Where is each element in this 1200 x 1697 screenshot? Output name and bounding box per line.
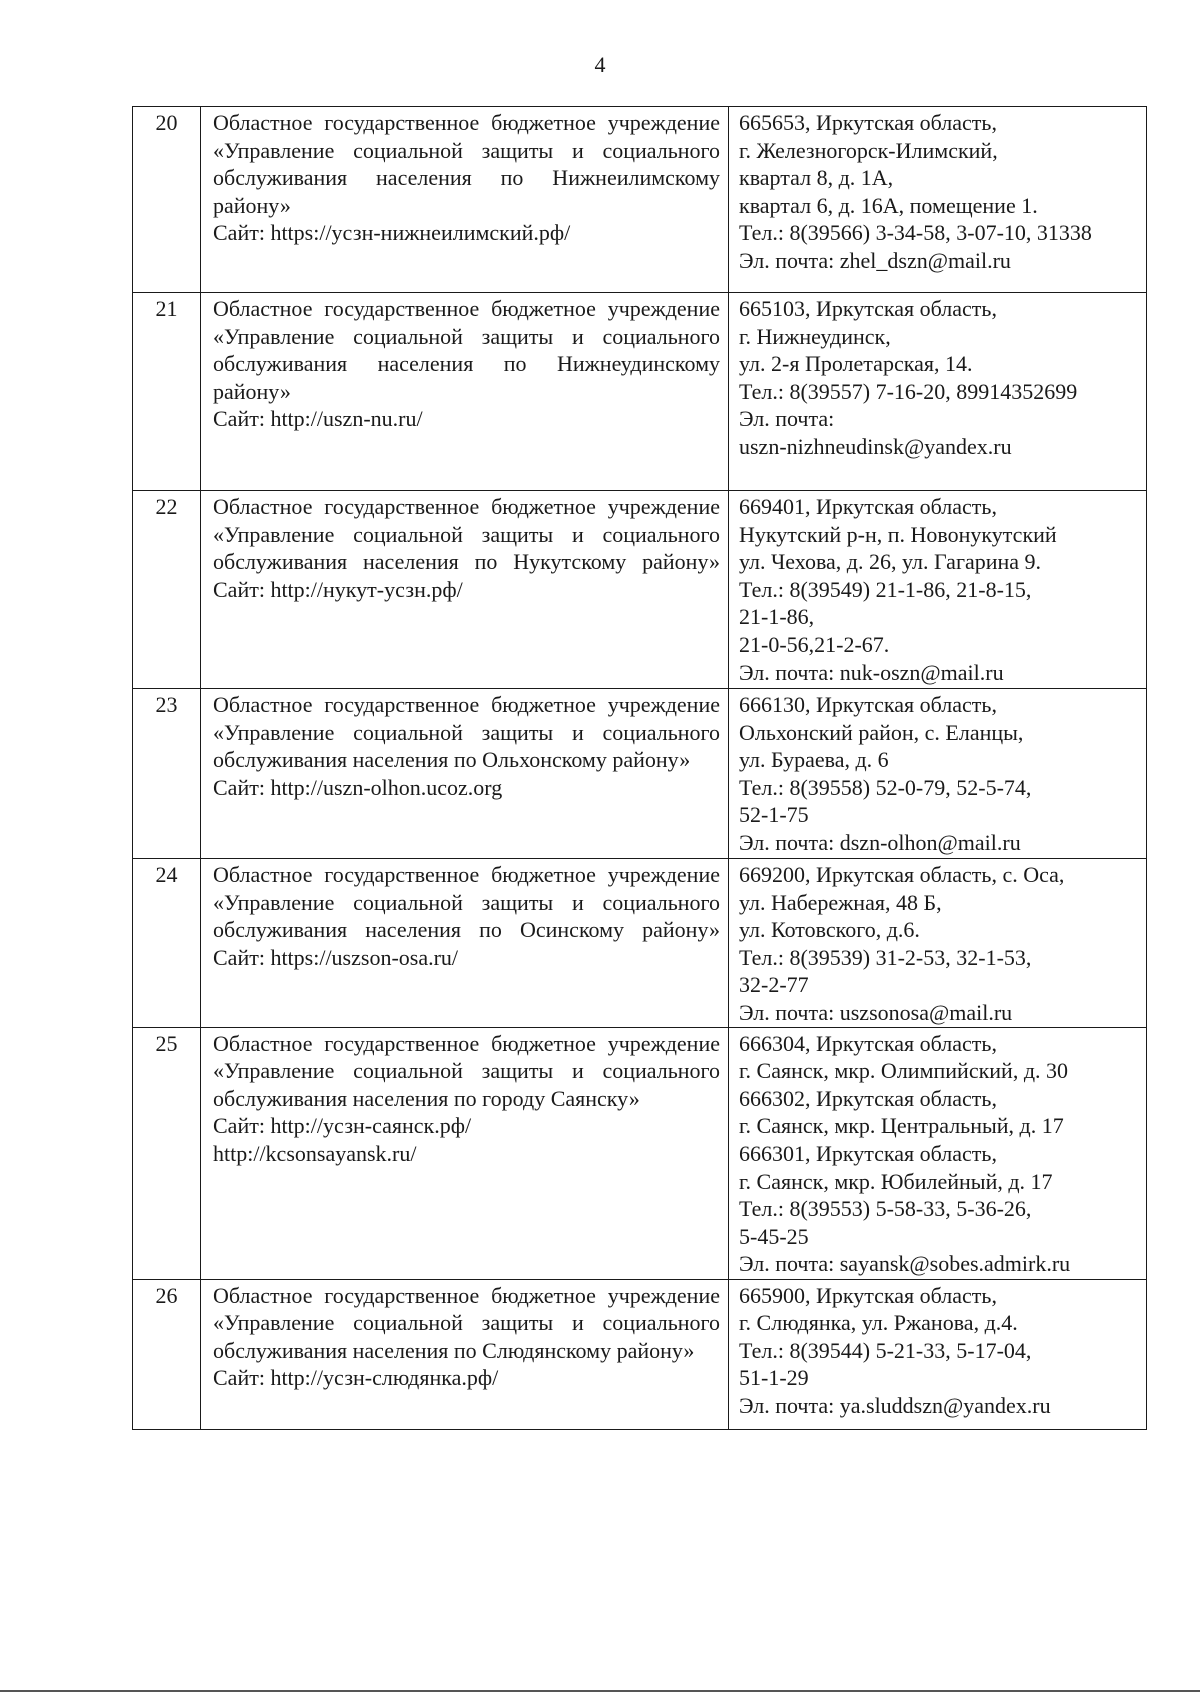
table-row: [133, 293, 1147, 491]
address-line: ул. Котовского, д.6.: [739, 917, 920, 943]
address-cell: [729, 491, 1147, 689]
org-cell: [201, 491, 729, 689]
org-cell: [201, 1027, 729, 1279]
bottom-rule: [0, 1690, 1200, 1692]
table-row: [133, 859, 1147, 1028]
address-email: Эл. почта: sayansk@sobes.admirk.ru: [739, 1251, 1071, 1277]
org-site: http://kcsonsayansk.ru/: [213, 1140, 417, 1166]
address-line: Эл. почта:: [739, 406, 835, 432]
address-cell: [729, 107, 1147, 293]
address-line: 21-1-86,: [739, 604, 815, 630]
address-line: 51-1-29: [739, 1365, 809, 1391]
address-line: 669200, Иркутская область, с. Оса,: [739, 862, 1065, 887]
table-row: [133, 491, 1147, 689]
row-number: 23: [133, 689, 201, 859]
address-line: Тел.: 8(39549) 21-1-86, 21-8-15,: [739, 576, 1032, 602]
address-email: uszn-nizhneudinsk@yandex.ru: [739, 433, 1012, 459]
address-line: 665653, Иркутская область,: [739, 110, 997, 135]
address-cell: [729, 859, 1147, 1028]
address-line: 665103, Иркутская область,: [739, 296, 997, 321]
table-row: [133, 689, 1147, 859]
table-row: [133, 1027, 1147, 1279]
address-line: г. Саянск, мкр. Юбилейный, д. 17: [739, 1168, 1053, 1194]
org-cell: [201, 293, 729, 491]
address-line: г. Слюдянка, ул. Ржанова, д.4.: [739, 1310, 1018, 1336]
address-line: 32-2-77: [739, 972, 809, 998]
address-line: Тел.: 8(39539) 31-2-53, 32-1-53,: [739, 944, 1032, 970]
address-line: г. Железногорск-Илимский,: [739, 137, 998, 163]
org-name: Областное государственное бюджетное учреждение «Управление социальной защиты и социального обслуживания населения по Нижнеилимскому району»: [213, 110, 720, 218]
institutions-table: [132, 106, 1147, 1430]
row-number: 20: [133, 107, 201, 293]
address-line: г. Саянск, мкр. Олимпийский, д. 30: [739, 1058, 1069, 1084]
address-line: Ольхонский район, с. Еланцы,: [739, 719, 1024, 745]
org-name: Областное государственное бюджетное учреждение «Управление социальной защиты и социального обслуживания населения по Осинскому району»: [213, 862, 720, 943]
org-site: Сайт: http://uszn-nu.ru/: [213, 406, 423, 432]
org-cell: [201, 689, 729, 859]
org-site: Сайт: http://нукут-усзн.рф/: [213, 576, 463, 602]
row-number: 26: [133, 1279, 201, 1429]
address-line: 666304, Иркутская область,: [739, 1030, 997, 1056]
address-line: г. Саянск, мкр. Центральный, д. 17: [739, 1113, 1064, 1139]
address-line: квартал 8, д. 1А,: [739, 165, 894, 191]
address-line: Тел.: 8(39558) 52-0-79, 52-5-74,: [739, 774, 1032, 800]
address-line: 21-0-56,21-2-67.: [739, 631, 890, 657]
row-number: 22: [133, 491, 201, 689]
org-site: Сайт: http://усзн-саянск.рф/: [213, 1113, 472, 1139]
address-line: 666301, Иркутская область,: [739, 1140, 997, 1166]
org-name: Областное государственное бюджетное учреждение «Управление социальной защиты и социального обслуживания населения по городу Саянску»: [213, 1030, 720, 1111]
address-line: Нукутский р-н, п. Новонукутский: [739, 521, 1057, 547]
address-line: Тел.: 8(39557) 7-16-20, 89914352699: [739, 378, 1078, 404]
address-cell: [729, 1027, 1147, 1279]
table-row: [133, 107, 1147, 293]
table-row: [133, 1279, 1147, 1429]
address-line: 5-45-25: [739, 1223, 809, 1249]
address-line: квартал 6, д. 16А, помещение 1.: [739, 192, 1038, 218]
address-line: ул. Бураева, д. 6: [739, 747, 889, 773]
org-site: Сайт: https://uszson-osa.ru/: [213, 944, 459, 970]
page-number: 4: [594, 52, 606, 77]
address-email: Эл. почта: dszn-olhon@mail.ru: [739, 829, 1021, 855]
address-line: ул. Набережная, 48 Б,: [739, 889, 942, 915]
org-name: Областное государственное бюджетное учреждение «Управление социальной защиты и социального обслуживания населения по Слюдянскому району»: [213, 1282, 720, 1363]
address-line: Тел.: 8(39544) 5-21-33, 5-17-04,: [739, 1337, 1032, 1363]
address-email: Эл. почта: uszsonosa@mail.ru: [739, 999, 1013, 1025]
address-line: 666302, Иркутская область,: [739, 1085, 997, 1111]
row-number: 24: [133, 859, 201, 1028]
org-site: Сайт: http://uszn-olhon.ucoz.org: [213, 774, 503, 800]
org-name: Областное государственное бюджетное учреждение «Управление социальной защиты и социального обслуживания населения по Ольхонскому району»: [213, 692, 720, 773]
address-line: ул. 2-я Пролетарская, 14.: [739, 351, 973, 377]
address-line: г. Нижнеудинск,: [739, 323, 891, 349]
address-line: 669401, Иркутская область,: [739, 494, 997, 519]
org-cell: [201, 1279, 729, 1429]
address-email: Эл. почта: ya.sluddszn@yandex.ru: [739, 1392, 1051, 1418]
address-line: Тел.: 8(39553) 5-58-33, 5-36-26,: [739, 1196, 1032, 1222]
row-number: 21: [133, 293, 201, 491]
row-number: 25: [133, 1027, 201, 1279]
address-line: 665900, Иркутская область,: [739, 1282, 997, 1308]
address-email: Эл. почта: zhel_dszn@mail.ru: [739, 247, 1011, 273]
org-site: Сайт: http://усзн-слюдянка.рф/: [213, 1365, 499, 1391]
address-line: ул. Чехова, д. 26, ул. Гагарина 9.: [739, 549, 1042, 575]
address-cell: [729, 689, 1147, 859]
org-cell: [201, 859, 729, 1028]
org-name: Областное государственное бюджетное учреждение «Управление социальной защиты и социального обслуживания населения по Нукутскому району»: [213, 494, 720, 575]
address-cell: [729, 1279, 1147, 1429]
address-email: Эл. почта: nuk-oszn@mail.ru: [739, 659, 1004, 685]
org-name: Областное государственное бюджетное учреждение «Управление социальной защиты и социального обслуживания населения по Нижнеудинскому району»: [213, 296, 720, 404]
address-line: Тел.: 8(39566) 3-34-58, 3-07-10, 31338: [739, 220, 1092, 246]
address-cell: [729, 293, 1147, 491]
org-cell: [201, 107, 729, 293]
address-line: 666130, Иркутская область,: [739, 692, 997, 717]
org-site: Сайт: https://усзн-нижнеилимский.рф/: [213, 220, 571, 246]
address-line: 52-1-75: [739, 802, 809, 828]
